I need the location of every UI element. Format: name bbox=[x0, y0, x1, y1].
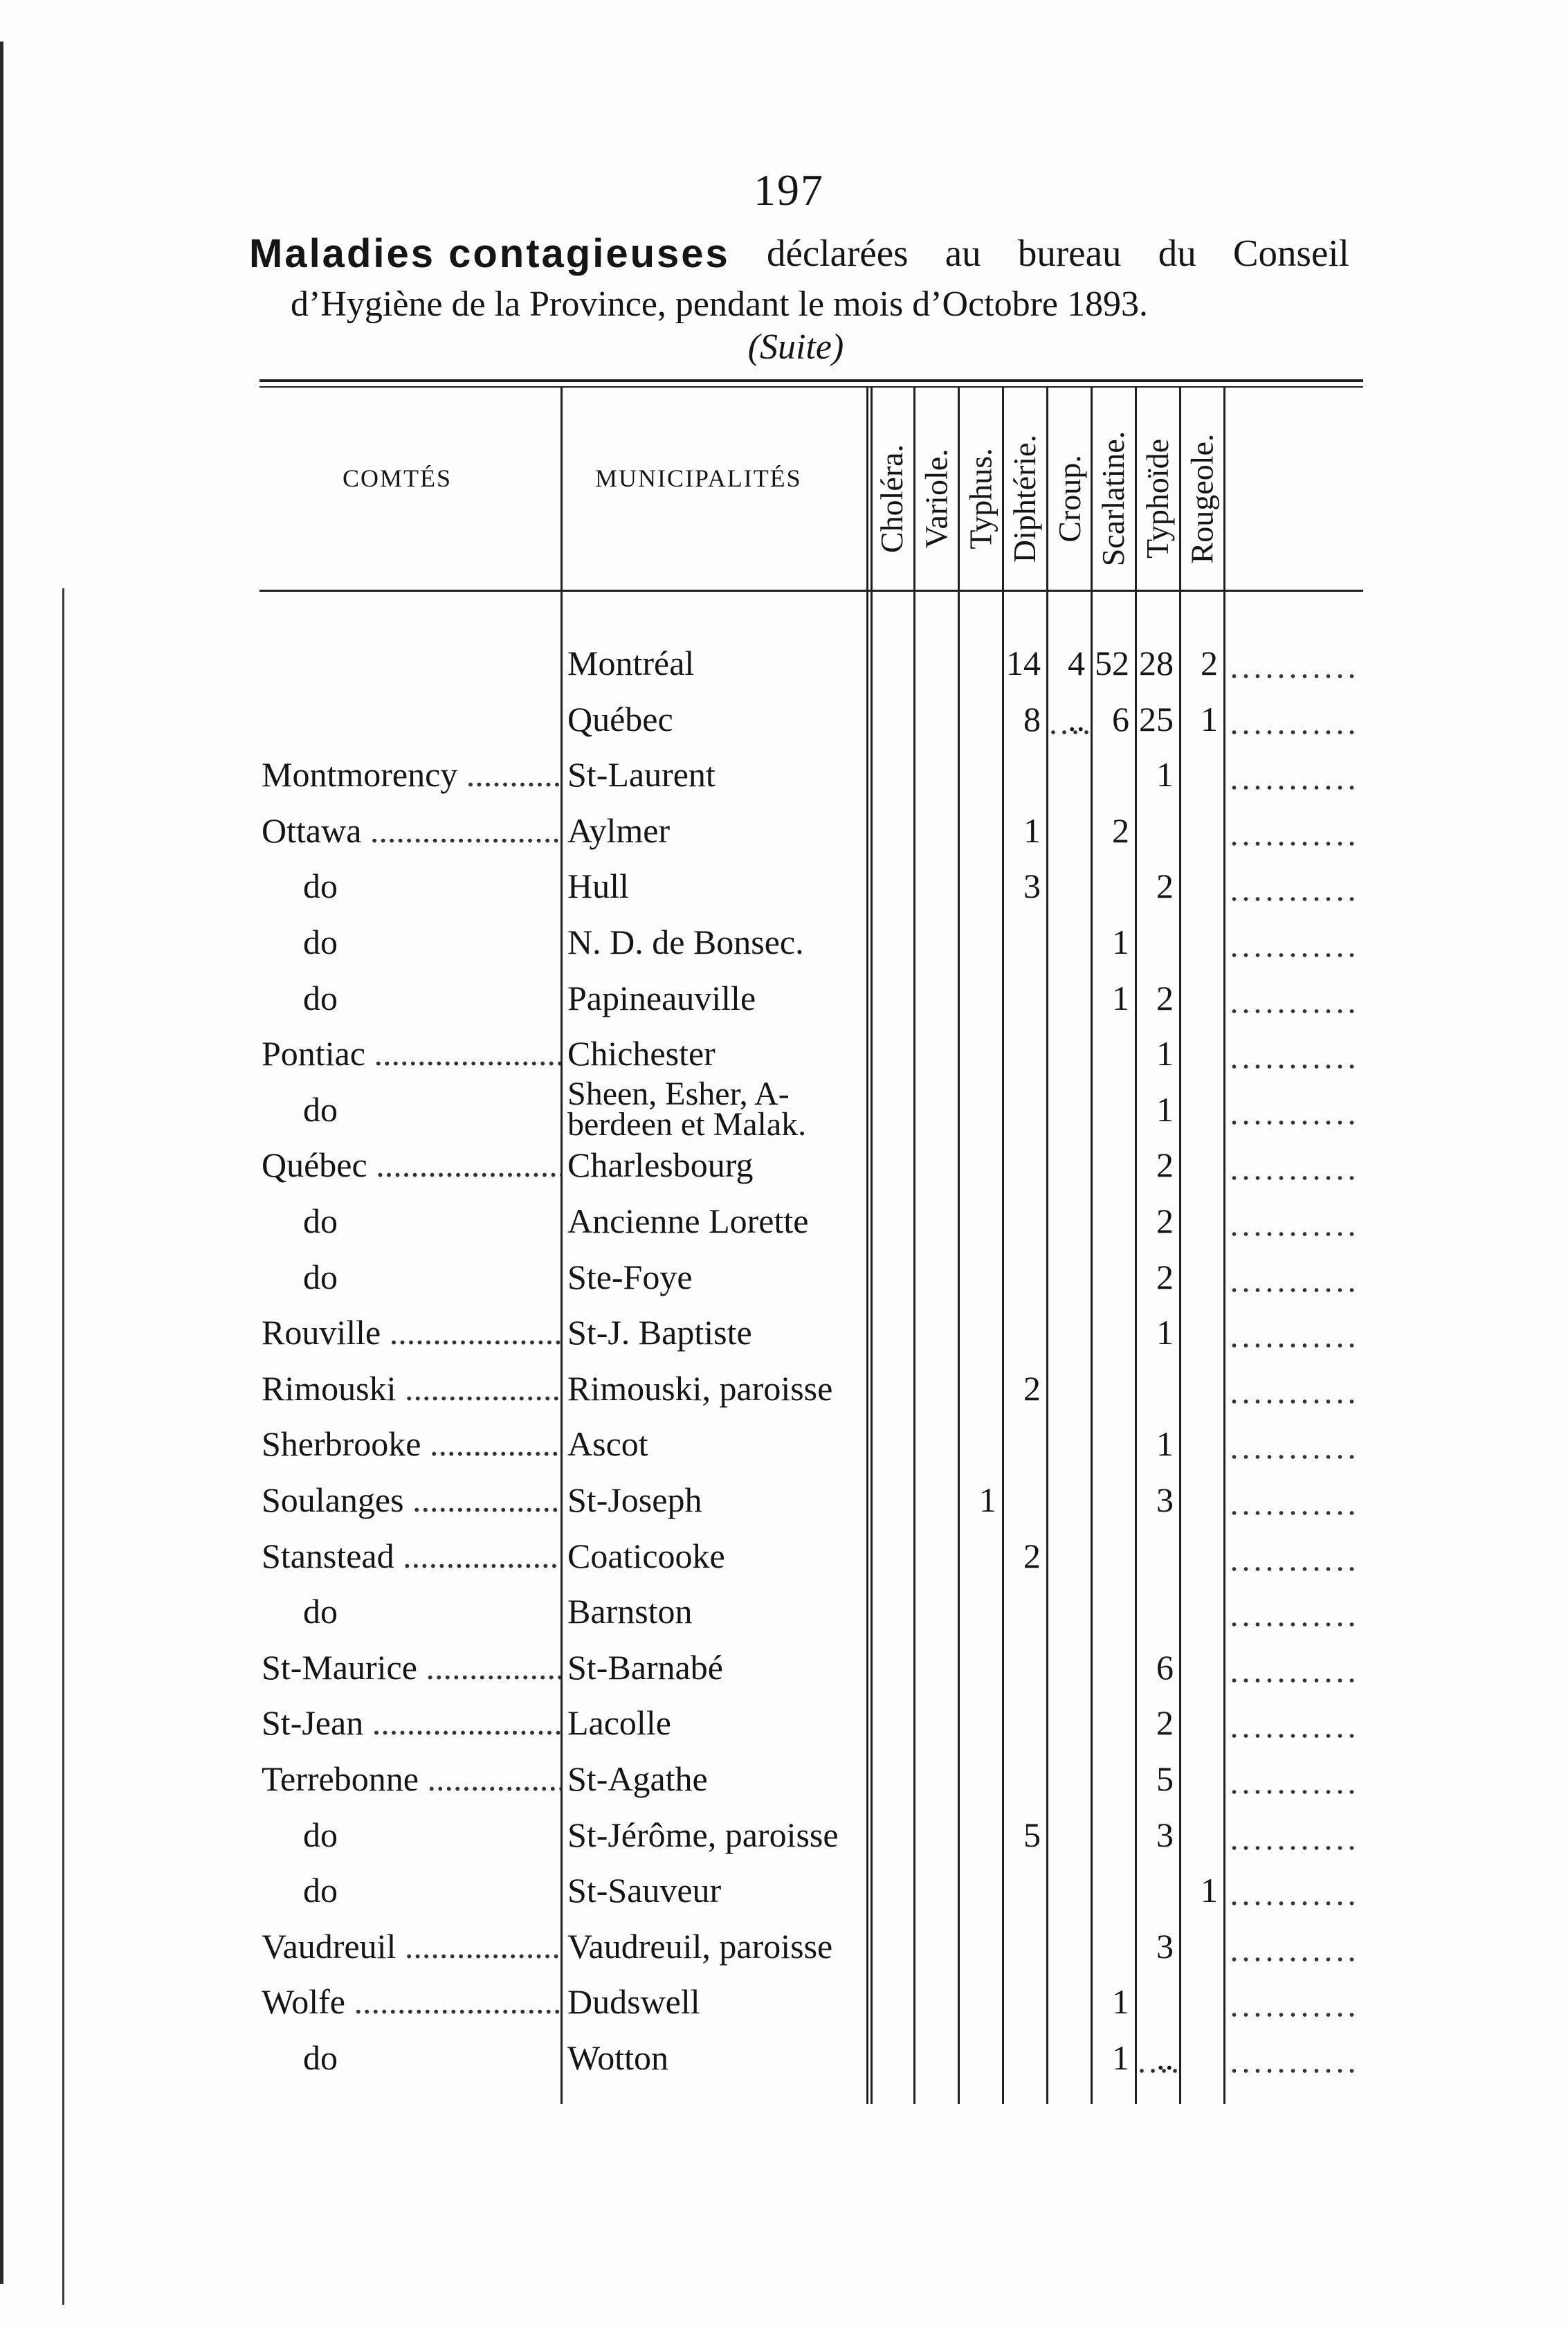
disease-header bbox=[1092, 395, 1135, 602]
value-cell: 25 bbox=[1139, 700, 1174, 738]
municipality-cell: Aylmer bbox=[567, 811, 671, 850]
leader-dots bbox=[1228, 1640, 1360, 1695]
county-name: St-Jean bbox=[262, 1703, 364, 1742]
municipality-cell: St-J. Baptiste bbox=[567, 1313, 752, 1352]
title-word: au bbox=[945, 232, 981, 274]
value-cell: 14 bbox=[1006, 644, 1041, 682]
value-cell: 1 bbox=[1112, 923, 1129, 961]
leader-dots bbox=[1228, 691, 1360, 747]
leader-dots bbox=[1228, 1472, 1360, 1528]
county-cell bbox=[262, 1361, 560, 1416]
leader-dots bbox=[1228, 914, 1360, 970]
municipality-cell: Vaudreuil, paroisse bbox=[567, 1927, 833, 1966]
county-name: Rouville bbox=[262, 1313, 381, 1352]
value-cell: 3 bbox=[1156, 1480, 1174, 1519]
municipality-cell: N. D. de Bonsec. bbox=[567, 923, 804, 961]
value-cell: 8 bbox=[1023, 700, 1041, 738]
county-name: Montmorency bbox=[262, 755, 458, 794]
county-cell bbox=[262, 1193, 560, 1249]
municipality-cell: Hull bbox=[567, 867, 629, 905]
county-cell bbox=[262, 1472, 560, 1528]
county-cell bbox=[262, 747, 560, 802]
leader-dots bbox=[1228, 1416, 1360, 1471]
county-name: Soulanges bbox=[262, 1480, 404, 1519]
municipality-cell: Rimouski, paroisse bbox=[567, 1369, 833, 1408]
municipality-cell: St-Laurent bbox=[567, 755, 715, 794]
county-cell bbox=[262, 1807, 560, 1863]
value-cell: 2 bbox=[1023, 1369, 1041, 1408]
disease-header bbox=[1180, 395, 1223, 602]
municipality-cell: Ascot bbox=[567, 1424, 648, 1463]
value-cell: 2 bbox=[1156, 867, 1174, 905]
header-rule bbox=[259, 379, 1363, 382]
leader-dots bbox=[1228, 970, 1360, 1026]
leader-dots bbox=[1228, 858, 1360, 914]
value-cell: 2 bbox=[1156, 979, 1174, 1017]
disease-header-label: Variole. bbox=[918, 448, 954, 549]
county-name: Pontiac bbox=[262, 1034, 365, 1073]
value-cell: 1 bbox=[1023, 811, 1041, 850]
value-cell: 5 bbox=[1156, 1759, 1174, 1798]
value-cell: 3 bbox=[1156, 1815, 1174, 1854]
suite-label: (Suite) bbox=[747, 327, 844, 367]
disease-header-label: Rougeole. bbox=[1184, 433, 1220, 563]
table-row bbox=[0, 1079, 1568, 1140]
table-row bbox=[0, 1584, 1568, 1639]
disease-header bbox=[959, 395, 1002, 602]
leader-dots bbox=[1228, 1807, 1360, 1863]
column-divider bbox=[1046, 388, 1048, 2104]
header-counties: COMTÉS bbox=[343, 464, 453, 492]
leader-dots bbox=[1228, 1528, 1360, 1584]
value-cell: 2 bbox=[1023, 1537, 1041, 1575]
disease-header bbox=[1003, 395, 1046, 602]
table-row bbox=[0, 691, 1568, 747]
county-name: Stanstead bbox=[262, 1537, 394, 1575]
leader-dots bbox=[1228, 1137, 1360, 1193]
title-word: déclarées bbox=[767, 232, 909, 274]
column-divider bbox=[560, 388, 563, 2104]
disease-header bbox=[1048, 395, 1091, 602]
value-cell: .. bbox=[1048, 691, 1089, 747]
county-name: Vaudreuil bbox=[262, 1927, 396, 1966]
disease-header bbox=[870, 395, 913, 602]
page-number: 197 bbox=[754, 165, 824, 215]
county-name: do bbox=[303, 1815, 338, 1854]
table-row bbox=[0, 1305, 1568, 1360]
disease-header-label: Typhoïde bbox=[1140, 438, 1176, 559]
table-row bbox=[0, 1974, 1568, 2029]
municipality-cell: Coaticooke bbox=[567, 1537, 725, 1575]
table-row bbox=[0, 2030, 1568, 2085]
table-row bbox=[0, 1863, 1568, 1918]
county-cell bbox=[262, 1305, 560, 1360]
county-cell bbox=[262, 1584, 560, 1639]
county-name: St-Maurice bbox=[262, 1648, 417, 1687]
municipality-cell: Wotton bbox=[567, 2038, 668, 2077]
table-row bbox=[0, 803, 1568, 858]
table-row bbox=[0, 1361, 1568, 1416]
title-word: du bbox=[1158, 232, 1196, 274]
table-row bbox=[0, 1807, 1568, 1863]
county-cell bbox=[262, 858, 560, 914]
county-cell bbox=[262, 1863, 560, 1918]
leader-dots bbox=[1228, 1361, 1360, 1416]
municipality-cell: Dudswell bbox=[567, 1982, 700, 2021]
value-cell: 1 bbox=[1201, 1871, 1218, 1910]
county-name: do bbox=[303, 1202, 338, 1240]
leader-dots bbox=[1228, 803, 1360, 858]
county-name: Québec bbox=[262, 1145, 367, 1184]
value-cell: 5 bbox=[1023, 1815, 1041, 1854]
column-divider bbox=[1135, 388, 1137, 2104]
municipality-cell: Charlesbourg bbox=[567, 1145, 754, 1184]
table-row bbox=[0, 1026, 1568, 1081]
table-row bbox=[0, 1751, 1568, 1806]
county-cell bbox=[262, 1528, 560, 1584]
disease-header bbox=[915, 395, 958, 602]
disease-header-label: Diphtérie. bbox=[1007, 434, 1043, 563]
municipality-cell: Ancienne Lorette bbox=[567, 1202, 809, 1240]
value-cell: 1 bbox=[1112, 979, 1129, 1017]
county-name: do bbox=[303, 979, 338, 1017]
table-row bbox=[0, 635, 1568, 691]
value-cell: 1 bbox=[979, 1480, 996, 1519]
county-cell bbox=[262, 1249, 560, 1305]
table-row bbox=[0, 1249, 1568, 1305]
county-cell bbox=[262, 1919, 560, 1974]
county-name: Wolfe bbox=[262, 1982, 345, 2021]
county-name: Rimouski bbox=[262, 1369, 396, 1408]
table-row bbox=[0, 1640, 1568, 1695]
leader-dots bbox=[1228, 1305, 1360, 1360]
disease-header-label: Scarlatine. bbox=[1095, 431, 1131, 566]
table-title bbox=[249, 231, 1349, 276]
value-cell: 52 bbox=[1095, 644, 1129, 682]
leader-dots bbox=[1228, 747, 1360, 802]
county-cell bbox=[262, 1751, 560, 1806]
value-cell: 1 bbox=[1156, 755, 1174, 794]
county-name: do bbox=[303, 1090, 338, 1129]
municipality-cell: St-Joseph bbox=[567, 1480, 702, 1519]
value-cell: 2 bbox=[1156, 1145, 1174, 1184]
disease-header-label: Croup. bbox=[1051, 454, 1087, 543]
municipality-cell: Sheen, Esher, A-berdeen et Malak. bbox=[567, 1079, 807, 1140]
value-cell: 1 bbox=[1156, 1424, 1174, 1463]
value-cell: 2 bbox=[1156, 1258, 1174, 1296]
municipality-cell: Chichester bbox=[567, 1034, 715, 1073]
value-cell: 1 bbox=[1156, 1313, 1174, 1352]
value-cell: .. bbox=[1136, 2030, 1178, 2085]
county-cell bbox=[262, 1137, 560, 1193]
county-cell bbox=[262, 970, 560, 1026]
disease-header-label: Typhus. bbox=[963, 447, 999, 550]
value-cell: 1 bbox=[1112, 2038, 1129, 2077]
table-row bbox=[0, 1193, 1568, 1249]
table-row bbox=[0, 1919, 1568, 1974]
county-name: do bbox=[303, 867, 338, 905]
value-cell: 1 bbox=[1201, 700, 1218, 738]
value-cell: 28 bbox=[1139, 644, 1174, 682]
leader-dots bbox=[1228, 1974, 1360, 2029]
column-divider bbox=[1223, 388, 1225, 2104]
table-row bbox=[0, 1416, 1568, 1471]
table-row bbox=[0, 1528, 1568, 1584]
municipality-cell: Ste-Foye bbox=[567, 1258, 693, 1296]
header-rule bbox=[259, 386, 1363, 388]
municipality-cell: St-Barnabé bbox=[567, 1648, 723, 1687]
value-cell: 3 bbox=[1156, 1927, 1174, 1966]
column-divider bbox=[958, 388, 960, 2104]
municipality-cell: Papineauville bbox=[567, 979, 756, 1017]
table-row bbox=[0, 747, 1568, 802]
county-name: Sherbrooke bbox=[262, 1424, 421, 1463]
municipality-cell: St-Jérôme, paroisse bbox=[567, 1815, 839, 1854]
title-line-1 bbox=[249, 231, 1349, 276]
county-name: do bbox=[303, 2038, 338, 2077]
value-cell: 6 bbox=[1112, 700, 1129, 738]
leader-dots bbox=[1228, 1863, 1360, 1918]
leader-dots bbox=[1228, 1249, 1360, 1305]
value-cell: 1 bbox=[1156, 1034, 1174, 1073]
county-name: Ottawa bbox=[262, 811, 362, 850]
table-row bbox=[0, 1695, 1568, 1750]
leader-dots bbox=[1228, 1919, 1360, 1974]
leader-dots bbox=[1228, 1193, 1360, 1249]
disease-header-label: Choléra. bbox=[874, 444, 910, 553]
county-cell bbox=[262, 1974, 560, 2029]
leader-dots bbox=[1228, 1026, 1360, 1081]
municipality-cell: St-Sauveur bbox=[567, 1871, 722, 1910]
county-cell bbox=[262, 1695, 560, 1750]
county-cell bbox=[262, 1026, 560, 1081]
county-cell bbox=[262, 914, 560, 970]
county-cell bbox=[262, 1640, 560, 1695]
county-name: do bbox=[303, 1592, 338, 1631]
county-cell bbox=[262, 1416, 560, 1471]
title-word: bureau bbox=[1017, 232, 1122, 274]
table-row bbox=[0, 1472, 1568, 1528]
column-divider bbox=[1002, 388, 1004, 2104]
county-cell bbox=[262, 2030, 560, 2085]
municipality-cell: Lacolle bbox=[567, 1703, 671, 1742]
municipality-cell: St-Agathe bbox=[567, 1759, 708, 1798]
title-line-2: d’Hygiène de la Province, pendant le mois d’Octobre 1893. bbox=[291, 284, 1148, 324]
municipality-cell: Montréal bbox=[567, 644, 695, 682]
leader-dots bbox=[1228, 635, 1360, 691]
value-cell: 3 bbox=[1023, 867, 1041, 905]
value-cell: 4 bbox=[1068, 644, 1085, 682]
title-word: Conseil bbox=[1232, 232, 1349, 274]
county-name: do bbox=[303, 923, 338, 961]
county-name: do bbox=[303, 1871, 338, 1910]
column-divider bbox=[1091, 388, 1093, 2104]
table-row bbox=[0, 914, 1568, 970]
value-cell: 2 bbox=[1112, 811, 1129, 850]
leader-dots bbox=[1228, 1082, 1360, 1137]
leader-dots bbox=[1228, 1584, 1360, 1639]
county-name: do bbox=[303, 1258, 338, 1296]
disease-header bbox=[1136, 395, 1179, 602]
county-name: Terrebonne bbox=[262, 1759, 419, 1798]
column-divider bbox=[866, 388, 868, 2104]
county-cell bbox=[262, 1082, 560, 1137]
table-row bbox=[0, 1137, 1568, 1193]
column-divider bbox=[913, 388, 915, 2104]
value-cell: 1 bbox=[1156, 1090, 1174, 1129]
value-cell: 2 bbox=[1201, 644, 1218, 682]
municipality-cell: Barnston bbox=[567, 1592, 693, 1631]
title-bold: Maladies contagieuses bbox=[249, 231, 730, 276]
leader-dots bbox=[1228, 1695, 1360, 1750]
value-cell: 6 bbox=[1156, 1648, 1174, 1687]
county-cell bbox=[262, 803, 560, 858]
value-cell: 2 bbox=[1156, 1703, 1174, 1742]
municipality-cell: Québec bbox=[567, 700, 673, 738]
table-row bbox=[0, 858, 1568, 914]
leader-dots bbox=[1228, 2030, 1360, 2085]
value-cell: 1 bbox=[1112, 1982, 1129, 2021]
table-row bbox=[0, 970, 1568, 1026]
value-cell: 2 bbox=[1156, 1202, 1174, 1240]
header-municipalities: MUNICIPALITÉS bbox=[595, 464, 802, 492]
leader-dots bbox=[1228, 1751, 1360, 1806]
column-divider bbox=[1179, 388, 1181, 2104]
column-divider bbox=[870, 388, 873, 2104]
